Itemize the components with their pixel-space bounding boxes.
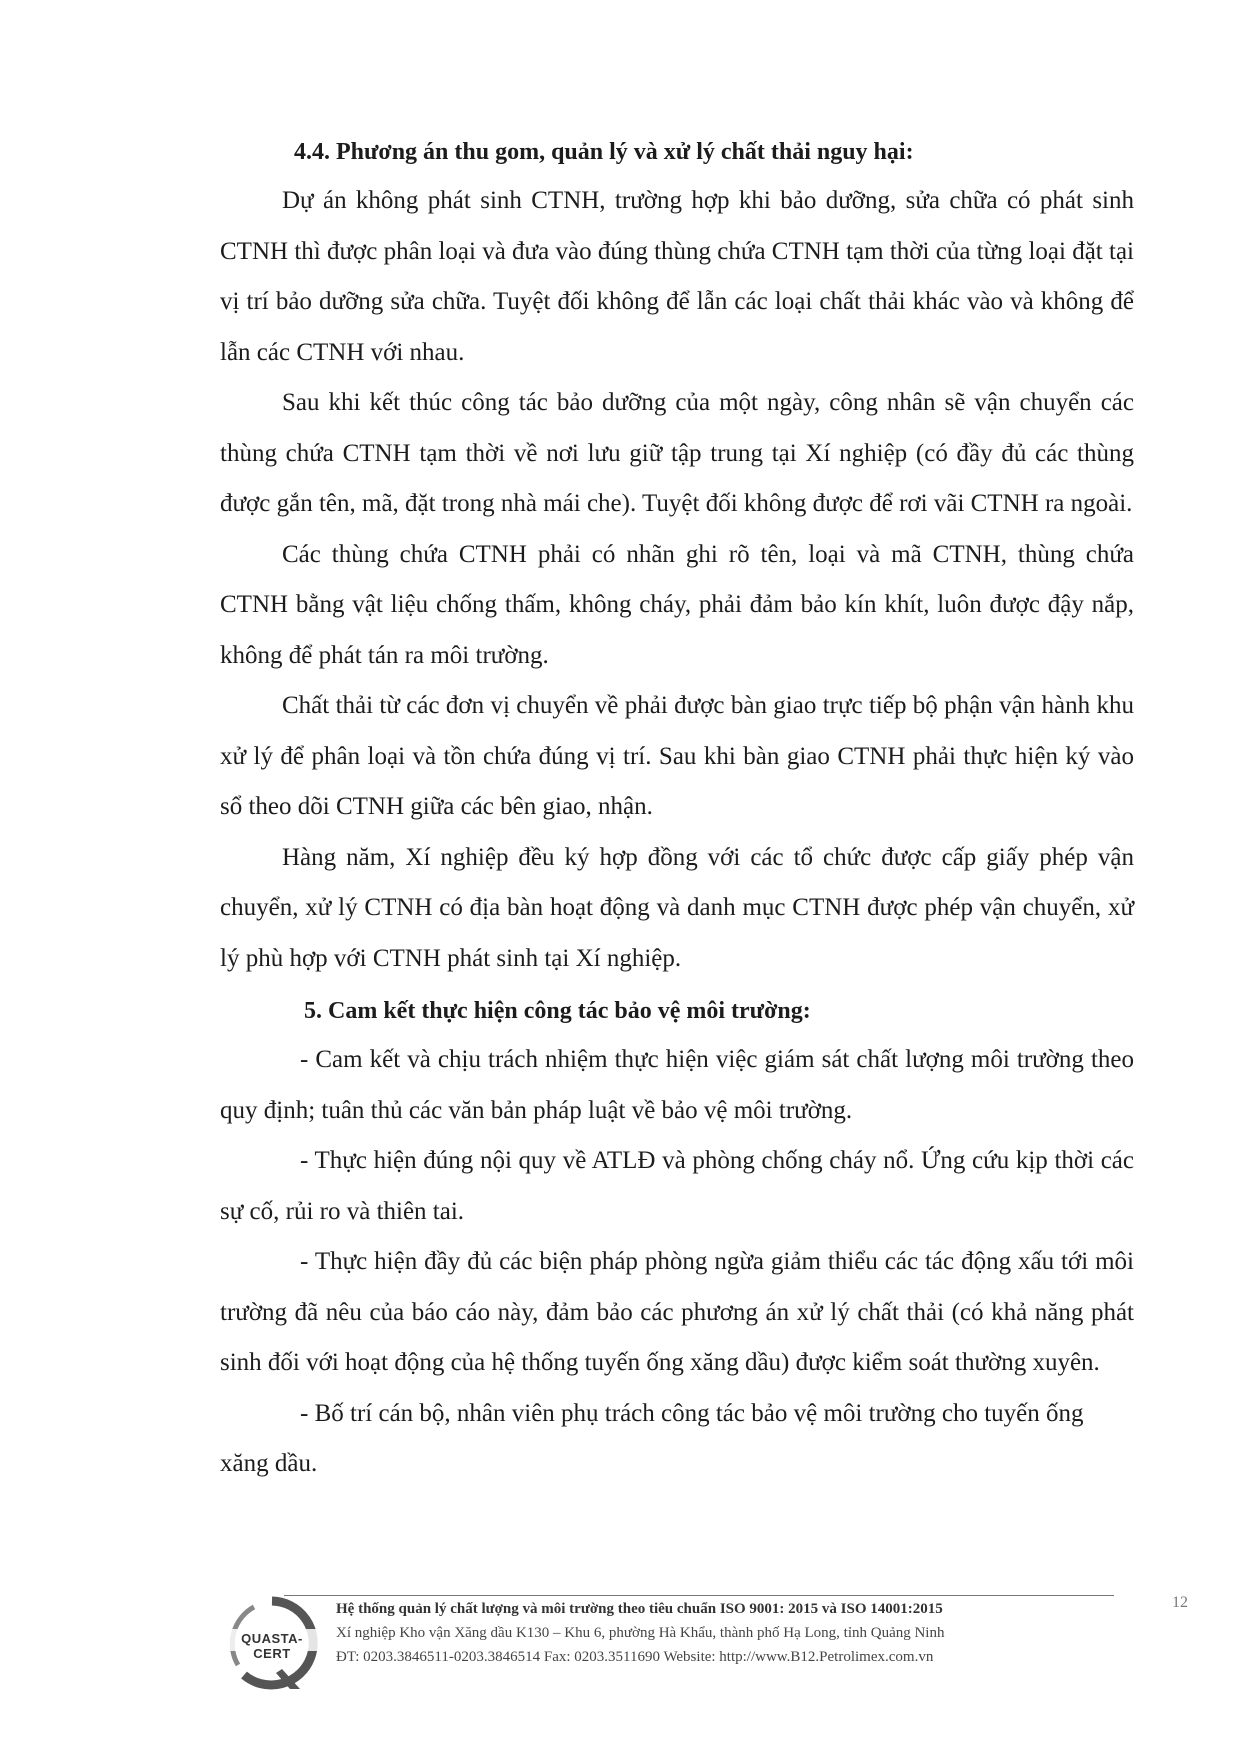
footer-text xyxy=(336,1597,1116,1669)
commitment-item: - Thực hiện đúng nội quy về ATLĐ và phòng chống cháy nổ. Ứng cứu kịp thời các sự cố, rủi ro và thiên tai. xyxy=(220,1147,1134,1225)
commitment-item: - Bố trí cán bộ, nhân viên phụ trách công tác bảo vệ môi trường cho tuyến ống xăng dầu. xyxy=(220,1399,1084,1477)
footer-contact-line: ĐT: 0203.3846511-0203.3846514 Fax: 0203.3511690 Website: http://www.B12.Petrolimex.com.vn xyxy=(336,1649,934,1665)
page-body xyxy=(220,128,1134,1490)
quasta-cert-logo xyxy=(224,1595,320,1691)
page-footer xyxy=(224,1593,1144,1683)
commitment-item: - Cam kết và chịu trách nhiệm thực hiện việc giám sát chất lượng môi trường theo quy định; tuân thủ các văn bản pháp luật về bảo vệ môi trường. xyxy=(220,1046,1134,1124)
footer-iso-line: Hệ thống quản lý chất lượng và môi trường theo tiêu chuẩn ISO 9001: 2015 và ISO 14001:2015 xyxy=(336,1601,943,1617)
page-number: 12 xyxy=(1172,1594,1188,1611)
commitment-item: - Thực hiện đầy đủ các biện pháp phòng ngừa giảm thiểu các tác động xấu tới môi trường đã nêu của báo cáo này, đảm bảo các phương án xử lý chất thải (có khả năng phát sinh đối với hoạt động của hệ thống tuyến ống xăng dầu) được kiểm soát thường xuyên. xyxy=(220,1248,1134,1376)
paragraph: Sau khi kết thúc công tác bảo dưỡng của một ngày, công nhân sẽ vận chuyển các thùng chứa CTNH tạm thời về nơi lưu giữ tập trung tại Xí nghiệp (có đầy đủ các thùng được gắn tên, mã, đặt trong nhà mái che). Tuyệt đối không được để rơi vãi CTNH ra ngoài. xyxy=(220,389,1134,517)
section-heading-hazardous-waste: 4.4. Phương án thu gom, quản lý và xử lý chất thải nguy hại: xyxy=(294,139,914,165)
section-heading-environmental-commitment: 5. Cam kết thực hiện công tác bảo vệ môi trường: xyxy=(304,998,811,1024)
paragraph: Hàng năm, Xí nghiệp đều ký hợp đồng với các tổ chức được cấp giấy phép vận chuyển, xử lý CTNH có địa bàn hoạt động và danh mục CTNH được phép vận chuyển, xử lý phù hợp với CTNH phát sinh tại Xí nghiệp. xyxy=(220,843,1134,972)
footer-address-line: Xí nghiệp Kho vận Xăng dầu K130 – Khu 6, phường Hà Khẩu, thành phố Hạ Long, tỉnh Quảng Ninh xyxy=(336,1625,945,1641)
paragraph: Chất thải từ các đơn vị chuyển về phải được bàn giao trực tiếp bộ phận vận hành khu xử lý để phân loại và tồn chứa đúng vị trí. Sau khi bàn giao CTNH phải thực hiện ký vào sổ theo dõi CTNH giữa các bên giao, nhận. xyxy=(220,692,1134,820)
logo-text: QUASTA-CERT xyxy=(241,1631,303,1661)
paragraph: Các thùng chứa CTNH phải có nhãn ghi rõ tên, loại và mã CTNH, thùng chứa CTNH bằng vật liệu chống thấm, không cháy, phải đảm bảo kín khít, luôn được đậy nắp, không để phát tán ra môi trường. xyxy=(220,540,1134,669)
footer-divider xyxy=(284,1595,1114,1596)
paragraph: Dự án không phát sinh CTNH, trường hợp khi bảo dưỡng, sửa chữa có phát sinh CTNH thì được phân loại và đưa vào đúng thùng chứa CTNH tạm thời của từng loại đặt tại vị trí bảo dưỡng sửa chữa. Tuyệt đối không để lẫn các loại chất thải khác vào và không để lẫn các CTNH với nhau. xyxy=(220,187,1134,366)
